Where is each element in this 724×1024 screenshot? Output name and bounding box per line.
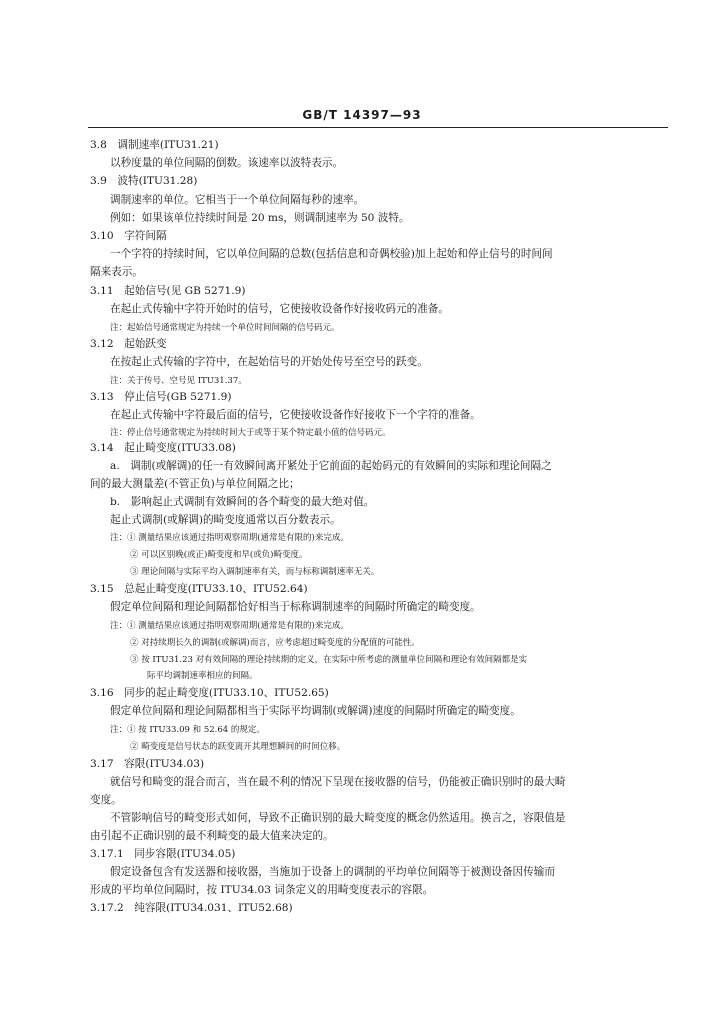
paragraph-line: 形成的平均单位间隔时，按 ITU34.03 词条定义的用畸变度表示的容限。: [90, 884, 434, 896]
note-line: 注：① 测量结果应该通过指明观察周期(通常是有限的)来完成。: [110, 533, 349, 543]
paragraph-line: 起止式调制(或解调)的畸变度通常以百分数表示。: [110, 514, 341, 526]
note-line: ③ 理论间隔与实际平均入调制速率有关，而与标称调制速率无关。: [130, 567, 380, 577]
note-line: ② 可以区别晚(或正)畸变度和早(或负)畸变度。: [130, 550, 308, 560]
note-line: 际平均调制速率相应的间隔。: [147, 671, 258, 681]
note-line: ② 畸变度是信号状态的跃变离开其理想瞬间的时间位移。: [130, 742, 346, 752]
section-heading: 3.10 字符间隔: [90, 230, 167, 242]
note-line: 注：① 测量结果应该通过指明观察周期(通常是有限的)来完成。: [110, 621, 349, 631]
paragraph-line: 就信号和畸变的混合而言，当在最不利的情况下呈现在接收器的信号，仍能被正确识别时的最大畸: [110, 776, 566, 788]
note-line: 注：关于传号、空号见 ITU31.37。: [110, 376, 247, 386]
paragraph-line: 隔来表示。: [90, 266, 143, 278]
note-line: 注：① 按 ITU33.09 和 52.64 的规定。: [110, 725, 265, 735]
paragraph-line: 在按起止式传输的字符中，在起始信号的开始处传号至空号的跃变。: [110, 356, 428, 368]
header-rule: [88, 127, 668, 128]
paragraph-line: 在起止式传输中字符开始时的信号，它使接收设备作好接收码元的准备。: [110, 303, 449, 315]
section-heading: 3.11 起始信号(见 GB 5271.9): [90, 285, 246, 297]
paragraph-line: a. 调制(或解调)的任一有效瞬间离开紧处于它前面的起始码元的有效瞬间的实际和理论间隔之: [110, 460, 552, 472]
section-heading: 3.9 波特(ITU31.28): [90, 175, 198, 187]
note-line: 注：起始信号通常规定为持续一个单位时间间隔的信号码元。: [110, 323, 340, 333]
section-heading: 3.8 调制速率(ITU31.21): [90, 139, 219, 151]
section-heading: 3.12 起始跃变: [90, 338, 167, 350]
section-heading: 3.17.1 同步容限(ITU34.05): [90, 848, 236, 860]
page-header: GB/T 14397—93: [302, 108, 422, 122]
paragraph-line: 调制速率的单位。它相当于一个单位间隔每秒的速率。: [110, 194, 365, 206]
note-line: ② 对持续期长久的调制(或解调)而言，应考虑超过畸变度的分配值的可能性。: [130, 638, 420, 648]
section-heading: 3.15 总起止畸变度(ITU33.10、ITU52.64): [90, 583, 308, 595]
paragraph-line: 在起止式传输中字符最后面的信号，它使接收设备作好接收下一个字符的准备。: [110, 409, 481, 421]
paragraph-line: b. 影响起止式调制有效瞬间的各个畸变的最大绝对值。: [110, 496, 375, 508]
paragraph-line: 假定单位间隔和理论间隔都相当于实际平均调制(或解调)速度的间隔时所确定的畸变度。: [110, 705, 521, 717]
paragraph-line: 一个字符的持续时间，它以单位间隔的总数(包括信息和奇偶校验)加上起始和停止信号的时间间: [110, 248, 553, 260]
section-heading: 3.14 起止畸变度(ITU33.08): [90, 442, 236, 454]
paragraph-line: 假定单位间隔和理论间隔都恰好相当于标称调制速率的间隔时所确定的畸变度。: [110, 601, 481, 613]
note-line: 注：停止信号通常规定为持续时间大于或等于某个特定最小值的信号码元。: [110, 428, 391, 438]
section-heading: 3.17 容限(ITU34.03): [90, 758, 205, 770]
paragraph-line: 变度。: [90, 794, 122, 806]
section-heading: 3.17.2 纯容限(ITU34.031、ITU52.68): [90, 902, 293, 914]
paragraph-line: 假定设备包含有发送器和接收器，当施加于设备上的调制的平均单位间隔等于被测设备因传输而: [110, 866, 555, 878]
paragraph-line: 由引起不正确识别的最不利畸变的最大值来决定的。: [90, 830, 334, 842]
paragraph-line: 不管影响信号的畸变形式如何，导致不正确识别的最大畸变度的概念仍然适用。换言之，容限值是: [110, 812, 566, 824]
paragraph-line: 例如：如果该单位持续时间是 20 ms，则调制速率为 50 波特。: [110, 212, 410, 224]
paragraph-line: 以秒度量的单位间隔的倒数。该速率以波特表示。: [110, 157, 344, 169]
note-line: ③ 按 ITU31.23 对有效间隔的理论持续期的定义，在实际中所考虑的测量单位间隔和理论有效间隔都是实: [130, 655, 528, 665]
section-heading: 3.13 停止信号(GB 5271.9): [90, 391, 232, 403]
section-heading: 3.16 同步的起止畸变度(ITU33.10、ITU52.65): [90, 687, 329, 699]
paragraph-line: 间的最大测量差(不管正负)与单位间隔之比；: [90, 478, 300, 490]
